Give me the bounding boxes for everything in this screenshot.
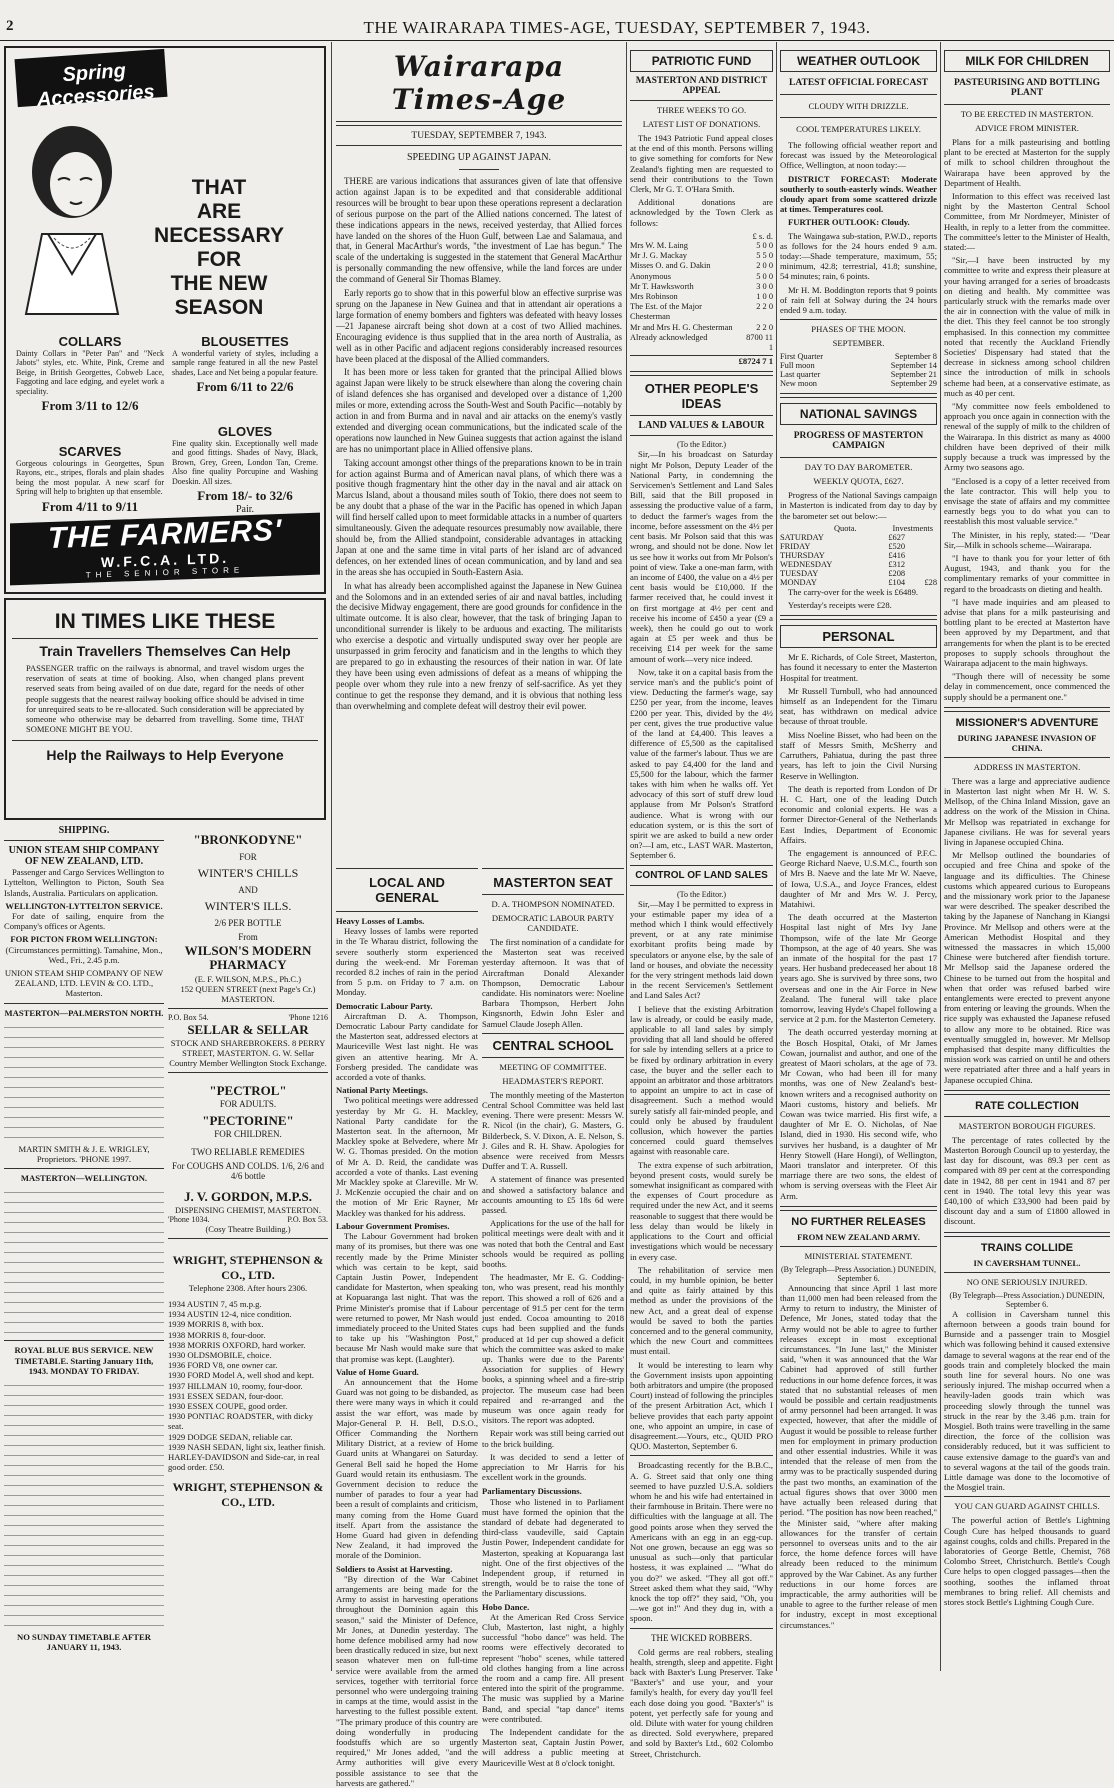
- masterton-seat-column: MASTERTON SEAT D. A. THOMPSON NOMINATED. DEMOCRATIC LABOUR PARTY CANDIDATE. The first nomination of a candidate for the Masterton seat was received yesterday afternoon. It was that of Aircraftman Donald Alexander Thompson, Democratic Labour candidate. His nominators were: Noeline Barbara Thompson, Herbert John Kingsnorth, Edwin John Esler and Samuel Claude Joseph Allen. CENTRAL SCHOOL MEETING OF COMMITTEE. HEADMASTER'S REPORT. The monthly meeting of the Masterton Central School Committee was held last evening. There were present: Messrs W. R. Nicol (in the chair), G. Masters, G. Bilderbeck, S. V. Dixon, A. E. Nelson, S. J. Giles and R. H. Shaw. Apologies for absence were received from Messrs Duffer and T. A. Russell. A statement of finance was presented and showed a satisfactory balance and accounts amounting to £5 18s 6d were passed. Applications for the use of the hall for political meetings were dealt with and it was noted that both the Central and East schools would be required as polling booths. The headmaster, Mr E. G. Codding-ton, who was present, read his monthly report. This showed a roll of 626 and a percentage of 91.5 per cent for the term just ended. Cocoa amounting to 2018 cups had been supplied and the funds produced at 1d per cup showed a deficit which the committee was asked to make up. Thanks were due to the Parents' Association for supplies of Hewry books, a spinning wheel and a fire-strip projector. The museum case had been repaired and re-arranged and the museum was once again ready for visitors. The report was adopted. Repair work was still being carried out to the brick building. It was decided to send a letter of appreciation to Mr Harris for his excellent work in the grounds. Parliamentary Discussions. Those who listened in to Parliament must have formed the opinion that the standard of debate had degenerated to third-class vaudeville, said Captain Justin Power, Independent candidate for Masterton, speaking at Kopuaranga last night. One of the first objectives of the Independent group, if returned in strength, would be to raise the tone of the Parliamentary discussions. Hobo Dance. At the American Red Cross Service Club, Masterton, last night, a highly successful "hobo dance" was held. The rooms were effectively decorated to represent "hobo" scenes, while tattered old clothes hanging from a line across the room and a camp fire. All present entered into the spirit of the programme. The music was supplied by a Marine Band, and special "tap dance" items were contributed. The Independent candidate for the Masterton seat, Captain Justin Power, will address a public meeting at Mauriceville West at 8 o'clock tonight.: [482, 868, 624, 1673]
- railways-body: PASSENGER traffic on the railways is abnormal, and travel wisdom urges the reservation of seats at time of booking. Also, when changed plans prevent reserved seats from being availed of on due date, regard for the needs of other people suggests that the nearest railway booking office should be advised in time for unrequired seats to be re-allocated. Such consideration will be appreciated by someone who otherwise may be debarred from travelling. Some time, THAT SOMEONE MIGHT BE YOU.: [26, 663, 304, 735]
- list-item: 1939 NASH SEDAN, light six, leather finish.: [168, 1441, 326, 1452]
- table-row: Mrs W. M. Laing 5 0 0: [630, 241, 773, 251]
- table-row: WEDNESDAY £312: [780, 559, 906, 569]
- table-row: SATURDAY £627: [780, 532, 906, 542]
- paragraph: The headmaster, Mr E. G. Codding-ton, who was present, read his monthly report. This showed a roll of 626 and a percentage of 91.5 per cent for the term just ended. Cocoa amounting to 2018 cups had been supplied and the funds produced at 1d per cup showed a deficit which the committee was asked to make up. Thanks were due to the Parents' Association for supplies of Hewry books, a spinning wheel and a fire-strip projector. The museum case had been repaired and re-arranged and the museum was once again ready for visitors. The report was adopted.: [482, 1272, 624, 1426]
- paragraph: Information to this effect was received last night by the Masterton Central School Committee, from Mr Nordmeyer, Minister of Health, in reply to a letter from the committee. The committee's letter to the Minister of Health, stated:—: [944, 191, 1110, 253]
- timetable-text: [4, 1186, 164, 1336]
- tagline: THAT ARE NECESSARY FOR THE NEW SEASON: [154, 176, 284, 319]
- paragraph: Mr Mellsop outlined the boundaries of occupied and free China and spoke of the language and its difficulties. The Chinese customs which appeared curious to Europeans and the missionary work prior to the Japanese war were described. The speaker described the taking by the Japanese of Nanchang in Kiangsi Province. Mr Mellsop and others were at the American Methodist Hospital and they witnessed the massacres in which 15,000 Chinese were butchered after fiendish torture. Mr Mellsop said the Japanese ordered the Chinese to be turned out from the hospital and when that order was refused barbed wire entanglements were erected to prevent anyone from entering or leaving the grounds. When the rice supply was exhausted the Japanese refused to allow any more to be obtained. Rice was eventually smuggled in, however. Mr Mellsop emphasised that despite many difficulties the mission work was carried on until he and others were repatriated after three and a half years in Japanese occupied China.: [944, 850, 1110, 1085]
- paragraph: The rehabilitation of service men could, in my humble opinion, be better and quite as fairly attained by this method as under the provisions of the new Act, and a great deal of expense would be saved to both the parties concerned and to the general community, which the new Court and committees must entail.: [630, 1264, 773, 1357]
- paragraph: The death occurred yesterday morning at the Bosch Hospital, Otaki, of Mr James Cowan, journalist and author, and one of the greatest of Maori scholars, at the age of 73. Mr Cowan, who had been ill for many months, was one of New Zealand's best-known writers and a recognised authority on Maori customs, history and beliefs. Mr Cowan was twice married. His first wife, a daughter of Mr E. O. Nicholas, of Nae Island, died in 1930. His second wife, who survives her husband, is a daughter of Mr Henry Stowell (Hare Hongi), of Wellington, Maori translator and interpreter. Of this marriage there are two sons, the eldest of whom is serving overseas with the Fleet Air Arm.: [780, 1027, 937, 1201]
- table-row: Mr and Mrs H. G. Chesterman 2 2 0: [630, 322, 773, 332]
- table-row: TUESDAY £208: [780, 568, 906, 578]
- list-item: 1938 MORRIS OXFORD, hard worker.: [168, 1339, 306, 1350]
- paragraph: Plans for a milk pasteurising and bottling plant to be erected at Masterton for the supply of milk to school children throughout the Wairarapa have been approved by the Department of Health.: [944, 137, 1110, 188]
- item-heading: Value of Home Guard.: [336, 1366, 419, 1377]
- paragraph: An announcement that the Home Guard was not going to be disbanded, as there were many ways in which it could assist the war effort, was made by Major-General P. H. Bell, D.S.O., Officer Commanding the Northern Military District, at a review of Home Guard units at Whangarei on Saturday. General Bell said he hoped the Home Guard would retain its enthusiasm. The Government decision to reduce the number of parades to four a year had been a result of complaints and criticism, many coming from the Home Guard itself. Apart from the assistance the Home Guard had given in defending New Zealand, it had improved the morale of the Dominion.: [336, 1376, 478, 1561]
- local-and-general: LOCAL AND GENERAL Heavy Losses of Lambs. Heavy losses of lambs were reported in the Te Wharau district, following the severe southerly storm experienced during the week-end. Mr Foreman recorded 8.2 inches of rain in the period from 5 p.m. on Friday to 7 a.m. on Monday. Democratic Labour Party. Aircraftman D. A. Thompson, Democratic Labour Party candidate for the Masterton seat, addressed electors at Mauriceville West last night. He was given an attentive hearing. Mr A. Forsberg presided. The candidate was accorded a vote of thanks. National Party Meetings. Two political meetings were addressed yesterday by Mr G. H. Mackley, National Party candidate for the Masterton seat. In the afternoon, Mr Mackley spoke at Belvedere, where Mr W. G. Thomas presided. On the motion of Mr A. D. Reid, the candidate was accorded a vote of thanks. Last evening Mr Mackley spoke at Clareville. Mr W. J. McKenzie occupied the chair and on the motion of Mr Eric Rayner, Mr Mackley was thanked for his address. Labour Government Promises. The Labour Government had broken many of its promises, but there was one recently made by the Prime Minister which was certain to be kept, said Captain Justin Power, Independent candidate for Masterton, when speaking at Kopuaranga last night. That was the Prime Minister's promise that if Labour were returned to power, Mr Nash would immediately proceed to the United States to take up his "Washington Post," because Mr Nash would make sure that that promise was kept. (Laughter). Value of Home Guard. An announcement that the Home Guard was not going to be disbanded, as there were many ways in which it could assist the war effort, was made by Major-General P. H. Bell, D.S.O., Officer Commanding the Northern Military District, at a review of Home Guard units at Whangarei on Saturday. General Bell said he hoped the Home Guard would retain its enthusiasm. The Government decision to reduce the number of parades to four a year had been a result of complaints and criticism, many coming from the Home Guard itself. Apart from the assistance the Home Guard had given in defending New Zealand, it had improved the morale of the Dominion. Soldiers to Assist at Harvesting. "By direction of the War Cabinet arrangements are being made for the Army to assist in harvesting operations throughout the Dominion again this season," said the Minister of Defence, Mr Jones, at Dunedin yesterday. The home defence mobilised army had now been drastically reduced in size, but next season whatever men on full-time service were available from the armed services, together with territorial force personnel who were undergoing training in camps at the time, would assist in the harvesting to the fullest possible extent. "The primary produce of this country are doing wonderfully in producing foodstuffs which are so urgently required," Mr Jones added, "and the Army authorities will give every possible assistance to see that the harvests are gathered.": [336, 868, 478, 1673]
- paragraph: It would be interesting to learn why the Government insists upon appointing both arbitrators and umpire (the proposed Court) instead of following the principles of the present Arbitration Act, which I believe provides that each party appoint one, who appoint an umpire, in case of disagreement.—Yours, etc., QUID PRO QUO. Masterton, September 6.: [630, 1359, 773, 1452]
- paragraph: It has been more or less taken for granted that the principal Allied blows against Japan were likely to be struck elsewhere than along the covering chain of island defences she has organised and developed over a distance of 1,200 miles or more, extending across the South-West and South Pacific—notably by action in and from Burma and in naval and air attacks on the enemy's vastly extended and diverging ocean communications, but the indicated scale of the operations now launched in New Guinea suggests that action against the island are has no unimportant place in Allied offensive plans.: [336, 367, 622, 454]
- scarves-block: SCARVES Gorgeous colourings in Georgettes, Spun Rayons, etc., stripes, florals and plain shades being the most popular. A new scarf for Spring will help to brighten up that ensemble. From 4/11 to 9/11: [16, 444, 164, 514]
- local-items: [336, 916, 478, 1788]
- paragraph: "By direction of the War Cabinet arrangements are being made for the Army to assist in harvesting operations throughout the Dominion again this season," said the Minister of Defence, Mr Jones, at Dunedin yesterday. The home defence mobilised army had now been drastically reduced in size, but next season whatever men on full-time service were available from the armed services, together with territorial force personnel who were undergoing training in camps at the time, would assist in the harvesting to the fullest possible extent. "The primary produce of this country are doing wonderfully in producing foodstuffs which are so urgently required," Mr Jones added, "and the Army authorities will give every possible assistance to see that the harvests are gathered.": [336, 1573, 478, 1788]
- paragraph: A statement of finance was presented and showed a satisfactory balance and accounts amounting to £5 18s 6d were passed.: [482, 1174, 624, 1216]
- paragraph: In what has already been accomplished against the Japanese in New Guinea and the Solomons and in an extended series of air and naval battles, including the decisive Midway engagement, there are good grounds for confidence in the ultimate outcome. It is also clear, however, that the task of bringing Japan to unconditional surrender is likely to be arduous and exacting. The militarists who exercise a despotic and virtually undisputed sway over her people are unsurpassed in grim ferocity and fanaticism and in the lengths to which they are prepared to go in exhausting the resources of their nation in war. Of late they have been using even admissions of defeat as a means of whipping the people over whom they rule into a new frenzy of self-sacrifice. As yet they continue to get the response they demand, and it is obvious that nothing less than overwhelming and complete defeat will destroy their evil power.: [336, 580, 622, 711]
- column-6: MILK FOR CHILDREN PASTEURISING AND BOTTLING PLANT TO BE ERECTED IN MASTERTON. ADVICE FROM MINISTER. Plans for a milk pasteurising and bottling plant to be erected at Masterton for the supply of milk to school children throughout the Wairarapa have been approved by the Department of Health. Information to this effect was received last night by the Masterton Central School Committee, from Mr Nordmeyer, Minister of Health, in reply to a letter from the committee. The committee's letter to the Minister of Health, stated:— "Sir,—I have been instructed by my committee to write and express their pleasure at your having arranged for a series of broadcasts on dieting and health. My committee was particularly struck with the remarks made over the air in connection with the value of milk in the diet. This they feel cannot be too strongly emphasised. In this connection my committee noted that recently the Auckland Friendly Societies' Dispensary had stated that the decrease in sickness among school children since the introduction of milk in schools scheme had been, at a conservative estimate, as much as 40 per cent. "My committee now feels emboldened to approach you once again in connection with the renewal of the supply of milk to the children of the Wairarapa. In this district as many as 4000 children have been deprived of their milk supply because a truck was impressed by the Army two seasons ago. "Enclosed is a copy of a letter received from the late contractor. This will help you to envisage the state of affairs and my committee earnestly begs you to do what you can to reestablish this most valuable service." The Minister, in his reply, stated:— "Dear Sir,—Milk in schools scheme—Wairarapa. "I have to thank you for your letter of 6th August, 1943, and thank you for the complimentary remarks of your committee in regard to the broadcasts on dieting and health. "I have made inquiries and am pleased to advise that plans for a milk pasteurising and bottling plant to be erected at Masterton have been approved by my Department, and that arrangements for when the plant is to be erected proposes to supply schools throughout the Wairarapa adjacent to the main highways. "Though there will of necessity be some delay in commencement, once commenced the supply should be a permanent one." MISSIONER'S ADVENTURE DURING JAPANESE INVASION OF CHINA. ADDRESS IN MASTERTON. There was a large and appreciative audience in Masterton last night when Mr H. W. S. Mellsop, of the China Inland Mission, gave an address on the work of the Mission in China. Mr Mellsop was repatriated in exchange for Japanese civilians. He was for several years living in Japanese occupied China. Mr Mellsop outlined the boundaries of occupied and free China and spoke of the language and its difficulties. The Chinese customs which appeared curious to Europeans and the missionary work prior to the Japanese war were described. The speaker described the taking by the Japanese of Nanchang in Kiangsi Province. Mr Mellsop and others were at the American Methodist Hospital and they witnessed the massacres in which 15,000 Chinese were butchered after fiendish torture. Mr Mellsop said the Japanese ordered the Chinese to be turned out from the hospital and when that order was refused barbed wire entanglements were erected to prevent anyone from entering or leaving the grounds. When the rice supply was exhausted the Japanese refused to allow any more to be obtained. Rice was eventually smuggled in, however. Mr Mellsop emphasised that despite many difficulties the mission work was carried on until he and others were repatriated after three and a half years in Japanese occupied China. RATE COLLECTION MASTERTON BOROUGH FIGURES. The percentage of rates collected by the Masterton Borough Council up to yesterday, the last day for discount, was 89.3 per cent as compared with 89 per cent at the corresponding date in 1942, 88 per cent in 1941 and 87 per cent in 1940. The total levy this year was £40,100 of which £33,900 had been paid by discount day and a sum of £1800 allowed in discount. TRAINS COLLIDE IN CAVERSHAM TUNNEL. NO ONE SERIOUSLY INJURED. (By Telegraph—Press Association.) DUNEDIN, September 6. A collision in Caversham tunnel this afternoon between a goods train bound for Burnside and a passenger train to Mosgiel which was following behind it caused extensive damage to several wagons at the rear end of the goods train and completely blocked the main south line for several hours. No one was seriously injured. The mishap occurred when a heavily-laden goods train which was proceeding slowly through the tunnel was struck in the rear by the 3.46 p.m. train for Mosgiel. Both trains were travelling in the same direction, the force of the collision was considerably reduced, but it was sufficient to cause extensive damage to the guard's van and to several wagons at the tail of the goods train. Little damage was done to the locomotive of the Mosgiel train. YOU CAN GUARD AGAINST CHILLS. The powerful action of Bettle's Lightning Cough Cure has helped thousands to guard against coughs, colds and chills. Prepared in the laboratories of George Bettle, Chemist, 768 Colombo Street, Christchurch. Bettle's Cough Cure helps to open clogged passages—then the soothing, soothes the inflamed throat membranes to bring relief. All chemists and stores stock Bettle's Lightning Cough Cure.: [944, 46, 1110, 1672]
- paragraph: "Enclosed is a copy of a letter received from the late contractor. This will help you to envisage the state of affairs and my committee earnestly begs you to do what you can to reestablish this most valuable service.": [944, 475, 1110, 527]
- paragraph: The Labour Government had broken many of its promises, but there was one recently made by the Prime Minister which was certain to be kept, said Captain Justin Power, Independent candidate for Masterton, when speaking at Kopuaranga last night. That was the Prime Minister's promise that if Labour were returned to power, Mr Nash would immediately proceed to the United States to take up his "Washington Post," because Mr Nash would make sure that that promise was kept. (Laughter).: [336, 1231, 478, 1364]
- paragraph: Mr Russell Turnbull, who had announced himself as an Independent for the Timaru seat, has withdrawn on medical advice because of throat trouble.: [780, 685, 937, 727]
- table-row: Last quarter September 21: [780, 370, 937, 380]
- list-item: 1934 AUSTIN 7, 45 m.p.g.: [168, 1299, 262, 1309]
- railways-sub: Train Travellers Themselves Can Help: [39, 643, 291, 659]
- list-item: 1939 MORRIS 8, with box.: [168, 1319, 264, 1330]
- paragraph: I believe that the existing Arbitration law is already, or could be easily made, applicable to all land sales by simply providing that all land should be offered for sale by intending sellers at a price to be fixed by ordinary arbitration in every case, the buyer and the seller each to appoint an arbitrator and those arbitrators to appoint an umpire to act in case of disagreement. Such a method would surely satisfy all fair-minded people, and could only be abused by fraudulent collusion, which however the parties concerned could guard themselves against with reasonable care.: [630, 1003, 773, 1157]
- list-item: 1938 MORRIS 8, four-door.: [168, 1329, 266, 1340]
- table-row: Anonymous 5 0 0: [630, 271, 773, 281]
- paragraph: Sir,—May I be permitted to express in your estimable paper my idea of a method which I think would effectively prevent, or at any rate minimise exorbitant profits being made by speculators or anyone else, by the sale of land or houses, and obviate the necessity for the very stringent methods laid down in the recent Servicemen's Settlement and Land Sales Act?: [630, 898, 773, 1001]
- paragraph: The engagement is announced of P.F.C. George Richard Naeve, U.S.M.C., fourth son of Mrs B. Naeve and the late Mr W. Naeve, of Iowa, U.S.A., and Joyce Frances, eldest daughter of Mr and Mrs W. J. Percy, Matahiwi.: [780, 847, 937, 909]
- list-item: 1934 AUSTIN 12-4, nice condition.: [168, 1309, 292, 1320]
- table-row: Mrs Robinson 1 0 0: [630, 292, 773, 302]
- moon-phases-table: [780, 352, 937, 388]
- paragraph: Sir,—In his broadcast on Saturday night Mr Polson, Deputy Leader of the National Party, in condemning the Servicemen's Settlement and Land Sales Bill, said that the Bill proposed in assessing the productive value of a farm, to deduct the farmer's wages from the income, before assessment on the 4½ per cent basis. Mr Polson said that this was wrong, and should not be done. Now let us see how it works out from Mr Polson's point of view. Take a one-man farm, with an income of £400, the value on a 4½ per cent basis would be £10,000. If the farmer received that, he could invest it on first mortgage at 4½ per cent and receive his income of £450 a year (£9 a week), then he could go out to work again at £5 per week and thus be receiving £14 per week for the same amount of work—very nice indeed.: [630, 449, 773, 664]
- nameplate: Wairarapa Times-Age: [391, 50, 567, 116]
- paragraph: Mr E. Richards, of Cole Street, Masterton, has found it necessary to enter the Masterton Hospital for treatment.: [780, 652, 937, 683]
- bronkodyne-ad: "BRONKODYNE" FOR WINTER'S CHILLS AND WINTER'S ILLS. 2/6 PER BOTTLE From WILSON'S MODERN PHARMACY (E. F. WILSON, M.P.S., Ph.C.) 152 QUEEN STREET (next Page's Cr.) MASTERTON.: [168, 832, 328, 1009]
- list-item: 1930 FORD Model A, well shod and kept.: [168, 1370, 314, 1381]
- railways-ad: [4, 598, 326, 820]
- table-row: MONDAY £104 £28: [780, 577, 937, 587]
- paragraph: Miss Noeline Bisset, who had been on the staff of Messrs Smith, McSherry and Carruthers, Pahiatua, during the past three years, has left to join the Civil Nursing Reserve in Wellington.: [780, 729, 937, 781]
- paragraph: "My committee now feels emboldened to approach you once again in connection with the renewal of the supply of milk to the children of the Wairarapa. In this district as many as 4000 children have been deprived of their milk supply because a truck was impressed by the Army two seasons ago.: [944, 401, 1110, 473]
- ads-column: [168, 826, 328, 1672]
- paragraph: "Sir,—I have been instructed by my committee to write and express their pleasure at your having arranged for a series of broadcasts on dieting and health. My committee was particularly struck with the remarks made over the air in connection with the value of milk in the diet. This they feel cannot be too strongly emphasised. In this connection my committee noted that recently the Auckland Friendly Societies' Dispensary had stated that the decrease in sickness among school children since the introduction of milk in schools scheme had been, at a conservative estimate, as much as 40 per cent.: [944, 255, 1110, 398]
- paragraph: "I have made inquiries and am pleased to advise that plans for a milk pasteurising and bottling plant to be erected at Masterton have been approved by my Department, and that arrangements for when the plant is to be erected proposes to supply schools throughout the Wairarapa adjacent to the main highways.: [944, 596, 1110, 668]
- list-item: 1930 PONTIAC ROADSTER, with dicky seat.: [168, 1411, 313, 1432]
- paragraph: Applications for the use of the hall for political meetings were dealt with and it was noted that both the Central and East schools would be required as polling booths.: [482, 1218, 624, 1270]
- list-item: 1937 HILLMAN 10, roomy, four-door.: [168, 1380, 303, 1391]
- list-item: 1930 ESSEX COUPE, good order.: [168, 1401, 288, 1412]
- table-row: FRIDAY £520: [780, 541, 906, 551]
- sellar-ad: P.O. Box 54. 'Phone 1216 SELLAR & SELLAR STOCK AND SHAREBROKERS. 8 PERRY STREET, MASTERTON. G. W. Sellar Country Member Wellington Stock Exchange.: [168, 1009, 328, 1073]
- timetable-text: [4, 1021, 164, 1141]
- collars-block: COLLARS Dainty Collars in "Peter Pan" and "Neck Jabots" styles, etc. White, Pink, Creme and Beige, in British Georgettes, Cobweb Lace, Faggoting and lace edging, and eyelet work a speciality. From 3/11 to 12/6: [16, 334, 164, 414]
- page-header: [0, 0, 1114, 40]
- paragraph: It was decided to send a letter of appreciation to Mr Harris for his excellent work in the grounds.: [482, 1451, 624, 1483]
- paragraph: Heavy losses of lambs were reported in the Te Wharau district, following the severe southerly storm experienced during the week-end. Mr Foreman recorded 8.2 inches of rain in the period from 5 p.m. on Friday to 7 a.m. on Monday.: [336, 926, 478, 998]
- gloves-block: GLOVES Fine quality skin. Exceptionally well made and good fittings. Shades of Navy, Black, Brown, Grey, Green, London Tan, Creme. Also fine quality Porcupine and Washing Doeskin. All sizes. From 18/- to 32/6 Pair.: [172, 424, 318, 516]
- item-heading: National Party Meetings.: [336, 1085, 428, 1096]
- woman-illustration-icon: [18, 114, 126, 314]
- editorial-body: [336, 176, 622, 712]
- item-heading: Heavy Losses of Lambs.: [336, 916, 425, 926]
- paragraph: Now, take it on a capital basis from the service man's and the public's point of view. Deducting the farmer's wage, say £250 per year, from the income, leaves £200 per year. This, divided by the 4½ per cent, gives the true productive value of the land at £4,400. This leaves a difference of £5,500 as the capitalised value of the farmer's labour. Thus we are asked to pay £4,400 for the land and £5,500 for the labour, which the farmer takes with him when he walks off. Yet advocacy of this sort of stuff drew loud applause from Mr Polson's Stratford audience. What is wrong with our education system, or is this the sort of spirit we are asked to build a new order on?—I am, etc., LAST WAR. Masterton, September 6.: [630, 666, 773, 861]
- list-item: 1929 DODGE SEDAN, reliable car.: [168, 1431, 293, 1442]
- donations-table: [630, 241, 773, 353]
- blousettes-block: BLOUSETTES A wonderful variety of styles, including a sample range featured in all the new Pastel shades, Lace and Net being a popular feature. From 6/11 to 22/6: [172, 334, 318, 395]
- page-masthead: THE WAIRARAPA TIMES-AGE, TUESDAY, SEPTEMBER 7, 1943.: [363, 18, 871, 37]
- paragraph: Taking account amongst other things of the preparations known to be in train for action against Burma and of American naval plans, of which there was a positive though fragmentary hint the other day in the naval and air attack on Marcus Island, about a thousand miles south of Tokio, there does not seem to be any doubt that a phase of the war in the Pacific has opened in which Japan will find herself called upon to meet formidable attacks in a number of quarters simultaneously. Given the adequate resources presumably now available, there should be, from the Allied standpoint, considerable advantages in attacking Japan at one and the same time in vital parts of her island arc of advanced defences, on her extended lines of ocean communication, and by land and sea in the areas she has occupied in South-Eastern Asia.: [336, 457, 622, 577]
- paragraph: Early reports go to show that in this powerful blow an effective surprise was sprung on the Japanese in New Guinea and that in attendant air operations a large formation of enemy bombers and fighters was defeated with heavy losses—21 Japanese aircraft being shot down at a cost of two Allied machines. Encouraging evidence is thus supplied that in the area north of Australia, as well as in other Pacific and adjacent regions considerably increased resources have been placed at the disposal of the Allied commanders.: [336, 288, 622, 364]
- table-row: Mr T. Hawksworth 3 0 0: [630, 281, 773, 291]
- railways-headline: IN TIMES LIKE THESE: [54, 610, 276, 633]
- column-5: WEATHER OUTLOOK LATEST OFFICIAL FORECAST CLOUDY WITH DRIZZLE. COOL TEMPERATURES LIKELY. The following official weather report and forecast was issued by the Meteorological Office, Wellington, at noon today:— DISTRICT FORECAST: Moderate southerly to south-easterly winds. Weather cloudy apart from some scattered drizzle at times. Temperatures cool. FURTHER OUTLOOK: Cloudy. The Waingawa sub-station, P.W.D., reports as follows for the 24 hours ended 9 a.m. today:—Shade temperature, maximum, 55; minimum, 42.8; terrestrial, 41.8; sunshine, 54 minutes; rain, 6 points. Mr H. M. Boddington reports that 9 points of rain fell at Solway during the 24 hours ended 9 a.m. today. PHASES OF THE MOON. SEPTEMBER. First Quarter September 8 Full moon September 14 Last quarter September 21 New moon September 29 NATIONAL SAVINGS PROGRESS OF MASTERTON CAMPAIGN DAY TO DAY BAROMETER. WEEKLY QUOTA, £627. Progress of the National Savings campaign in Masterton is indicated from day to day by the barometer set out below:— Quota. Investments SATURDAY £627 FRIDAY £520 THURSDAY £416 WEDNESDAY £312 TUESDAY £208 MONDAY £104 £28 The carry-over for the week is £6489. Yesterday's receipts were £28. PERSONAL Mr E. Richards, of Cole Street, Masterton, has found it necessary to enter the Masterton Hospital for treatment. Mr Russell Turnbull, who had announced himself as an Independent for the Timaru seat, has withdrawn on medical advice because of throat trouble. Miss Noeline Bisset, who had been on the staff of Messrs Smith, McSherry and Carruthers, Pahiatua, during the past three years, has left to join the Civil Nursing Reserve in Wellington. The death is reported from London of Dr H. C. Hart, one of the leading Dutch economic and colonial experts. He was a former Director-General of the Netherlands East Indies, Department of Economic Affairs. The engagement is announced of P.F.C. George Richard Naeve, U.S.M.C., fourth son of Mrs B. Naeve and the late Mr W. Naeve, of Iowa, U.S.A., and Joyce Frances, eldest daughter of Mr and Mrs W. J. Percy, Matahiwi. The death occurred at the Masterton Hospital last night of Mrs Ivy Jane Thompson, wife of the late Mr George Thompson, at the age of 40 years. She was an inmate of the hospital for the past 17 years. Her husband predeceased her about 18 years ago. She is survived by three sons, two overseas and one in the Air Force in New Zealand. The funeral will take place tomorrow, leaving Hyde's Chapel following a service at 2 p.m. for the Masterton Cemetery. The death occurred yesterday morning at the Bosch Hospital, Otaki, of Mr James Cowan, journalist and author, and one of the greatest of Maori scholars, at the age of 73. Mr Cowan, who had been ill for many months, was one of New Zealand's best-known writers and a recognised authority on Maori customs, history and beliefs. Mr Cowan was twice married. His first wife, a daughter of Mr E. O. Nicholas, of Nae Island, died in 1930. His second wife, who survives her husband, is a daughter of Mr Henry Stowell (Hare Hongi), of Wellington, Maori translator and interpreter. Of this marriage there are two sons, the eldest of whom is serving overseas with the Fleet Air Arm. NO FURTHER RELEASES FROM NEW ZEALAND ARMY. MINISTERIAL STATEMENT. (By Telegraph—Press Association.) DUNEDIN, September 6. Announcing that since April 1 last more than 11,000 men had been released from the Army to return to industry, the Minister of Defence, Mr Jones, stated today that the Army would not be able to agree to further releases except in most exceptional circumstances. "In June last," the Minister said, "when it was announced that the War Cabinet had approved of still further reductions in our home defence forces, it was stated that no substantial releases of men would be possible and certain readjustments of army personnel had been arranged. It was expected, however, that after the middle of August it would be possible to release further men for employment in primary production and other essential industries. While it was intended that the release of men from the army was to be practically suspended during the past two months, an examination of the actual figures shows that over 3000 men have actually been released during that period. "The position has now been reached," the Minister said, "where after making allowances for the transfer of certain personnel to overseas units and to the air force, the home defence forces will have already been reduced to the minimum approved by the War Cabinet. As any further reductions in our home forces are impracticable, the army authorities will be unable to agree to the further release of men for industry, except in most exceptional circumstances.": [780, 46, 937, 1672]
- gordon-ad: "PECTROL" FOR ADULTS. "PECTORINE" FOR CHILDREN. TWO RELIABLE REMEDIES For COUGHS AND COLDS. 1/6, 2/6 and 4/6 bottle J. V. GORDON, M.P.S. DISPENSING CHEMIST, MASTERTON. 'Phone 1034. P.O. Box 53. (Cosy Theatre Building.): [168, 1073, 328, 1239]
- paragraph: There was a large and appreciative audience in Masterton last night when Mr H. W. S. Mellsop, of the China Inland Mission, gave an address on the work of the Mission in China. Mr Mellsop was repatriated in exchange for Japanese civilians. He was for several years living in Japanese occupied China.: [944, 775, 1110, 847]
- paragraph: Repair work was still being carried out to the brick building.: [482, 1428, 624, 1449]
- item-heading: Democratic Labour Party.: [336, 1000, 433, 1011]
- farmers-brand: THE FARMERS' W.F.C.A. LTD. THE SENIOR STORE: [10, 513, 320, 586]
- railways-footer: Help the Railways to Help Everyone: [46, 747, 284, 764]
- list-item: 1930 OLDSMOBILE, choice.: [168, 1350, 272, 1361]
- paragraph: Two political meetings were addressed yesterday by Mr G. H. Mackley, National Party candidate for the Masterton seat. In the afternoon, Mr Mackley spoke at Belvedere, where Mr W. G. Thomas presided. On the motion of Mr A. D. Reid, the candidate was accorded a vote of thanks. Last evening Mr Mackley spoke at Clareville. Mr W. J. McKenzie occupied the chair and on the motion of Mr Eric Rayner, Mr Mackley was thanked for his address.: [336, 1095, 478, 1218]
- item-heading: Soldiers to Assist at Harvesting.: [336, 1563, 453, 1574]
- table-row: Misses O. and G. Dakin 2 0 0: [630, 261, 773, 271]
- page-number: 2: [6, 18, 14, 34]
- table-row: Already acknowledged 8700 11 1: [630, 332, 773, 353]
- wright-ad: WRIGHT, STEPHENSON & CO., LTD. Telephone 2308. After hours 2306. 1934 AUSTIN 7, 45 m.p.g. 1934 AUSTIN 12-4, nice condition. 1939 MORRIS 8, with box. 1938 MORRIS 8, four-door. 1938 MORRIS OXFORD, hard worker. 1930 OLDSMOBILE, choice. 1936 FORD V8, one owner car. 1930 FORD Model A, well shod and kept. 1937 HILLMAN 10, roomy, four-door. 1931 ESSEX SEDAN, four-door. 1930 ESSEX COUPE, good order. 1930 PONTIAC ROADSTER, with dicky seat. 1929 DODGE SEDAN, reliable car. 1939 NASH SEDAN, light six, leather finish. HARLEY-DAVIDSON and Side-car, in real good order. £50. WRIGHT, STEPHENSON & CO., LTD.: [168, 1239, 328, 1514]
- table-row: Mr J. G. Mackay 5 5 0: [630, 251, 773, 261]
- shipping-column: SHIPPING. UNION STEAM SHIP COMPANY OF NEW ZEALAND, LTD. Passenger and Cargo Services Wellington to Lyttelton, Wellington to Picton, South Sea Islands, Australia. Particulars on application. WELLINGTON-LYTTELTON SERVICE. For date of sailing, enquire from the Company's offices or Agents. FOR PICTON FROM WELLINGTON: (Circumstances permitting). Tamahine, Mon., Wed., Fri., 2.45 p.m. UNION STEAM SHIP COMPANY OF NEW ZEALAND, LTD. LEVIN & CO. LTD., Masterton. MASTERTON—PALMERSTON NORTH. MARTIN SMITH & J. E. WRIGLEY, Proprietors. 'PHONE 1997. MASTERTON—WELLINGTON. ROYAL BLUE BUS SERVICE. NEW TIMETABLE. Starting January 11th, 1943. MONDAY TO FRIDAY. NO SUNDAY TIMETABLE AFTER JANUARY 11, 1943.: [4, 825, 164, 1653]
- paragraph: The extra expense of such arbitration, beyond present costs, would surely be somewhat insignificant as compared with the expenses of Court procedure as required under the new Act, and it seems reasonable to suggest that there would be less delay than would be likely in applications to the Court and official investigations which would be necessary in every case.: [630, 1159, 773, 1262]
- paragraph: The death occurred at the Masterton Hospital last night of Mrs Ivy Jane Thompson, wife of the late Mr George Thompson, at the age of 40 years. She was an inmate of the hospital for the past 17 years. Her husband predeceased her about 18 years ago. She is survived by three sons, two overseas and one in the Air Force in New Zealand. The funeral will take place tomorrow, leaving Hyde's Chapel following a service at 2 p.m. for the Masterton Cemetery.: [780, 912, 937, 1025]
- table-row: First Quarter September 8: [780, 352, 937, 362]
- paragraph: THERE are various indications that assurances given of late that offensive action against Japan is to be expedited and that considerable additional resources will be brought to bear upon these operations represent a declaration of serious purpose on the part of the Allied nations concerned. The latest of these indications appears in the news, received yesterday, that Allied forces have landed on the shores of the Huon Gulf, between Lae and Salamaua, and that, in General MacArthur's words, "the investment of Lae has begun." The scale of the undertaking is suggested in the statement that General MacArthur is personally commanding the new offensive, while the land forces are under the command of General Sir Thomas Blamey.: [336, 176, 622, 285]
- car-list: [168, 1299, 328, 1472]
- spring-accessories-title: Spring Accessories: [36, 59, 156, 112]
- paragraph: Aircraftman D. A. Thompson, Democratic Labour Party candidate for the Masterton seat, addressed electors at Mauriceville West last night. He was given an attentive hearing. Mr A. Forsberg presided. The candidate was accorded a vote of thanks.: [336, 1010, 478, 1083]
- table-row: Full moon September 14: [780, 361, 937, 371]
- list-item: HARLEY-DAVIDSON and Side-car, in real good order. £50.: [168, 1452, 320, 1473]
- paragraph: The death is reported from London of Dr H. C. Hart, one of the leading Dutch economic and colonial experts. He was a former Director-General of the Netherlands East Indies, Department of Economic Affairs.: [780, 783, 937, 845]
- column-4: PATRIOTIC FUND MASTERTON AND DISTRICT APPEAL THREE WEEKS TO GO. LATEST LIST OF DONATIONS. The 1943 Patriotic Fund appeal closes at the end of this month. Persons willing to give something for comforts for New Zealand's fighting men are requested to send their contributions to the Town Clerk, Mr G. T. O'Hara Smith. Additional donations are acknowledged by the Town Clerk as follows: £ s. d. Mrs W. M. Laing 5 0 0 Mr J. G. Mackay 5 5 0 Misses O. and G. Dakin 2 0 0 Anonymous 5 0 0 Mr T. Hawksworth 3 0 0 Mrs Robinson 1 0 0 The Est. of the Major Chesterman 2 2 0 Mr and Mrs H. G. Chesterman 2 2 0 Already acknowledged 8700 11 1 £8724 7 1 OTHER PEOPLE'S IDEAS LAND VALUES & LABOUR (To the Editor.) Sir,—In his broadcast on Saturday night Mr Polson, Deputy Leader of the National Party, in condemning the Servicemen's Settlement and Land Sales Bill, said that the Bill proposed in assessing the productive value of a farm, to deduct the farmer's wages from the income, before assessment on the 4½ per cent basis. Mr Polson said that this was wrong, and should not be done. Now let us see how it works out from Mr Polson's point of view. Take a one-man farm, with an income of £400, the value on a 4½ per cent basis would be £10,000. If the farmer received that, he could invest it on first mortgage at 4½ per cent and receive his income of £450 a year (£9 a week), then he could go out to work again at £5 per week and thus be receiving £14 per week for the same amount of work—very nice indeed. Now, take it on a capital basis from the service man's and the public's point of view. Deducting the farmer's wage, say £250 per year, from the income, leaves £200 per year. This, divided by the 4½ per cent, gives the true productive value of the land at £4,400. This leaves a difference of £5,500 as the capitalised value of the farmer's labour. Thus we are asked to pay £4,400 for the land and £5,500 for the labour, which the farmer takes with him when he walks off. Yet advocacy of this sort of stuff drew loud applause from Mr Polson's Stratford audience. What is wrong with our education system, or is this the sort of spirit we are asked to build a new order on?—I am, etc., LAST WAR. Masterton, September 6. CONTROL OF LAND SALES (To the Editor.) Sir,—May I be permitted to express in your estimable paper my idea of a method which I think would effectively prevent, or at any rate minimise exorbitant profits being made by speculators or anyone else, by the sale of land or houses, and obviate the necessity for the very stringent methods laid down in the recent Servicemen's Settlement and Land Sales Act? I believe that the existing Arbitration law is already, or could be easily made, applicable to all land sales by simply providing that all land should be offered for sale by intending sellers at a price to be fixed by ordinary arbitration in every case, the buyer and the seller each to appoint an arbitrator and those arbitrators to appoint an umpire to act in case of disagreement. Such a method would surely satisfy all fair-minded people, and could only be abused by fraudulent collusion, which however the parties concerned could guard themselves against with reasonable care. The extra expense of such arbitration, beyond present costs, would surely be somewhat insignificant as compared with the expenses of Court procedure as required under the new Act, and it seems reasonable to suggest that there would be less delay than would be likely in applications to the Court and official investigations which would be necessary in every case. The rehabilitation of service men could, in my humble opinion, be better and quite as fairly attained by this method as under the provisions of the new Act, and a great deal of expense would be saved to both the parties concerned and to the general community, which the new Court and committees must entail. It would be interesting to learn why the Government insists upon appointing both arbitrators and umpire (the proposed Court) instead of following the principles of the present Arbitration Act, which I believe provides that each party appoint one, who appoint an umpire, in case of disagreement.—Yours, etc., QUID PRO QUO. Masterton, September 6. Broadcasting recently for the B.B.C., A. G. Street said that only one thing seemed to have puzzled U.S.A. soldiers whom he and his wife had entertained in their farmhouse in Britain. There were no difficulties with the language at all. The good points arose when they served the Americans with an egg in an egg-cup. Not one grown, because an egg was so unusual as such—only that particular hostess, it was explained ... "What do you do?" we asked. "They all got off." Street asked them what they said, "Why knock the top off?" they said, "Oh, you—we got in!" And they dug in, with a spoon. THE WICKED ROBBERS. Cold germs are real robbers, stealing health, strength, sleep and appetite. Fight back with Baxter's Lung Preserver. Take "Baxter's" and use your, and your family's health, for every day you'll feel each dose doing you good. "Baxter's" is potent, yet perfectly safe for young and old. Dilute with water for young children as directed. Sold everywhere, prepared and sold by Baxter's Ltd., 602 Colombo Street, Christchurch.: [630, 46, 773, 1672]
- list-item: 1931 ESSEX SEDAN, four-door.: [168, 1390, 284, 1401]
- paragraph: The Minister, in his reply, stated:— "Dear Sir,—Milk in schools scheme—Wairarapa.: [944, 529, 1110, 550]
- table-row: New moon September 29: [780, 379, 937, 389]
- farmers-ad: [4, 46, 326, 594]
- savings-table: [780, 533, 937, 587]
- editorial: Wairarapa Times-Age TUESDAY, SEPTEMBER 7, 1943. SPEEDING UP AGAINST JAPAN. THERE are various indications that assurances given of late that offensive action against Japan is to be expedited and that considerable additional resources will be brought to bear upon these operations represent a declaration of serious purpose on the part of the Allied nations concerned. The latest of these indications appears in the news, received yesterday, that Allied forces have landed on the shores of the Huon Gulf, between Lae and Salamaua, and that, in General MacArthur's words, "the investment of Lae has begun." The scale of the undertaking is suggested in the statement that General MacArthur is personally commanding the new offensive, while the land forces are under the command of General Sir Thomas Blamey. Early reports go to show that in this powerful blow an effective surprise was sprung on the Japanese in New Guinea and that in attendant air operations a large formation of enemy bombers and fighters was defeated with heavy losses—21 Japanese aircraft being shot down at a cost of two Allied machines. Encouraging evidence is thus supplied that in the area north of Australia, as well as in other Pacific and adjacent regions considerably increased resources have been placed at the disposal of the Allied commanders. It has been more or less taken for granted that the principal Allied blows against Japan were likely to be struck elsewhere than along the covering chain of island defences she has organised and developed over a distance of 1,200 miles or more, extending across the South-West and South Pacific—notably by action in and from Burma and in naval and air attacks on the enemy's vastly extended and diverging ocean communications, but the indicated scale of the operations now launched in New Guinea suggests that action against the island are has no unimportant place in Allied offensive plans. Taking account amongst other things of the preparations known to be in train for action against Burma and of American naval plans, of which there was a positive though fragmentary hint the other day in the naval and air attack on Marcus Island, about a thousand miles south of Tokio, there does not seem to be any doubt that a phase of the war in the Pacific has opened in which Japan will find herself called upon to meet formidable attacks in a number of quarters simultaneously. Given the adequate resources presumably now available, there should be, from the Allied standpoint, considerable advantages in attacking Japan at one and the same time in vital parts of her island arc of advanced defences, on her extended lines of ocean communication, and by land and sea in the areas she has occupied in South-Eastern Asia. In what has already been accomplished against the Japanese in New Guinea and the Solomons and in an extended series of air and naval battles, including the decisive Midway engagement, there are good grounds for confidence in the ultimate outcome. It is also clear, however, that the task of bringing Japan to unconditional surrender is likely to be arduous and exacting. The militarists who exercise a despotic and virtually undisputed sway over her people are unsurpassed in grim ferocity and fanaticism and in the lengths to which they are prepared to go in exhausting the resources of their nation in war. Of late they have been using even admissions of defeat as a means of whipping the people over whom they rule into a new frenzy of self-sacrifice. As yet they continue to get the response they demand, and it is obvious that nothing less than overwhelming and complete defeat will destroy their evil power.: [336, 50, 622, 711]
- list-item: 1936 FORD V8, one owner car.: [168, 1360, 278, 1371]
- paragraph: The monthly meeting of the Masterton Central School Committee was held last evening. There were present: Messrs W. R. Nicol (in the chair), G. Masters, G. Bilderbeck, S. V. Dixon, A. E. Nelson, S. J. Giles and R. H. Shaw. Apologies for absence were received from Messrs Duffer and T. A. Russell.: [482, 1089, 624, 1172]
- timetable-text: [4, 1379, 164, 1629]
- item-heading: Labour Government Promises.: [336, 1220, 450, 1231]
- table-row: THURSDAY £416: [780, 550, 906, 560]
- paragraph: "Though there will of necessity be some delay in commencement, once commenced the supply should be a permanent one.": [944, 671, 1110, 702]
- table-row: The Est. of the Major Chesterman 2 2 0: [630, 302, 773, 322]
- paragraph: "I have to thank you for your letter of 6th August, 1943, and thank you for the complimentary remarks of your committee in regard to the broadcasts on dieting and health.: [944, 552, 1110, 594]
